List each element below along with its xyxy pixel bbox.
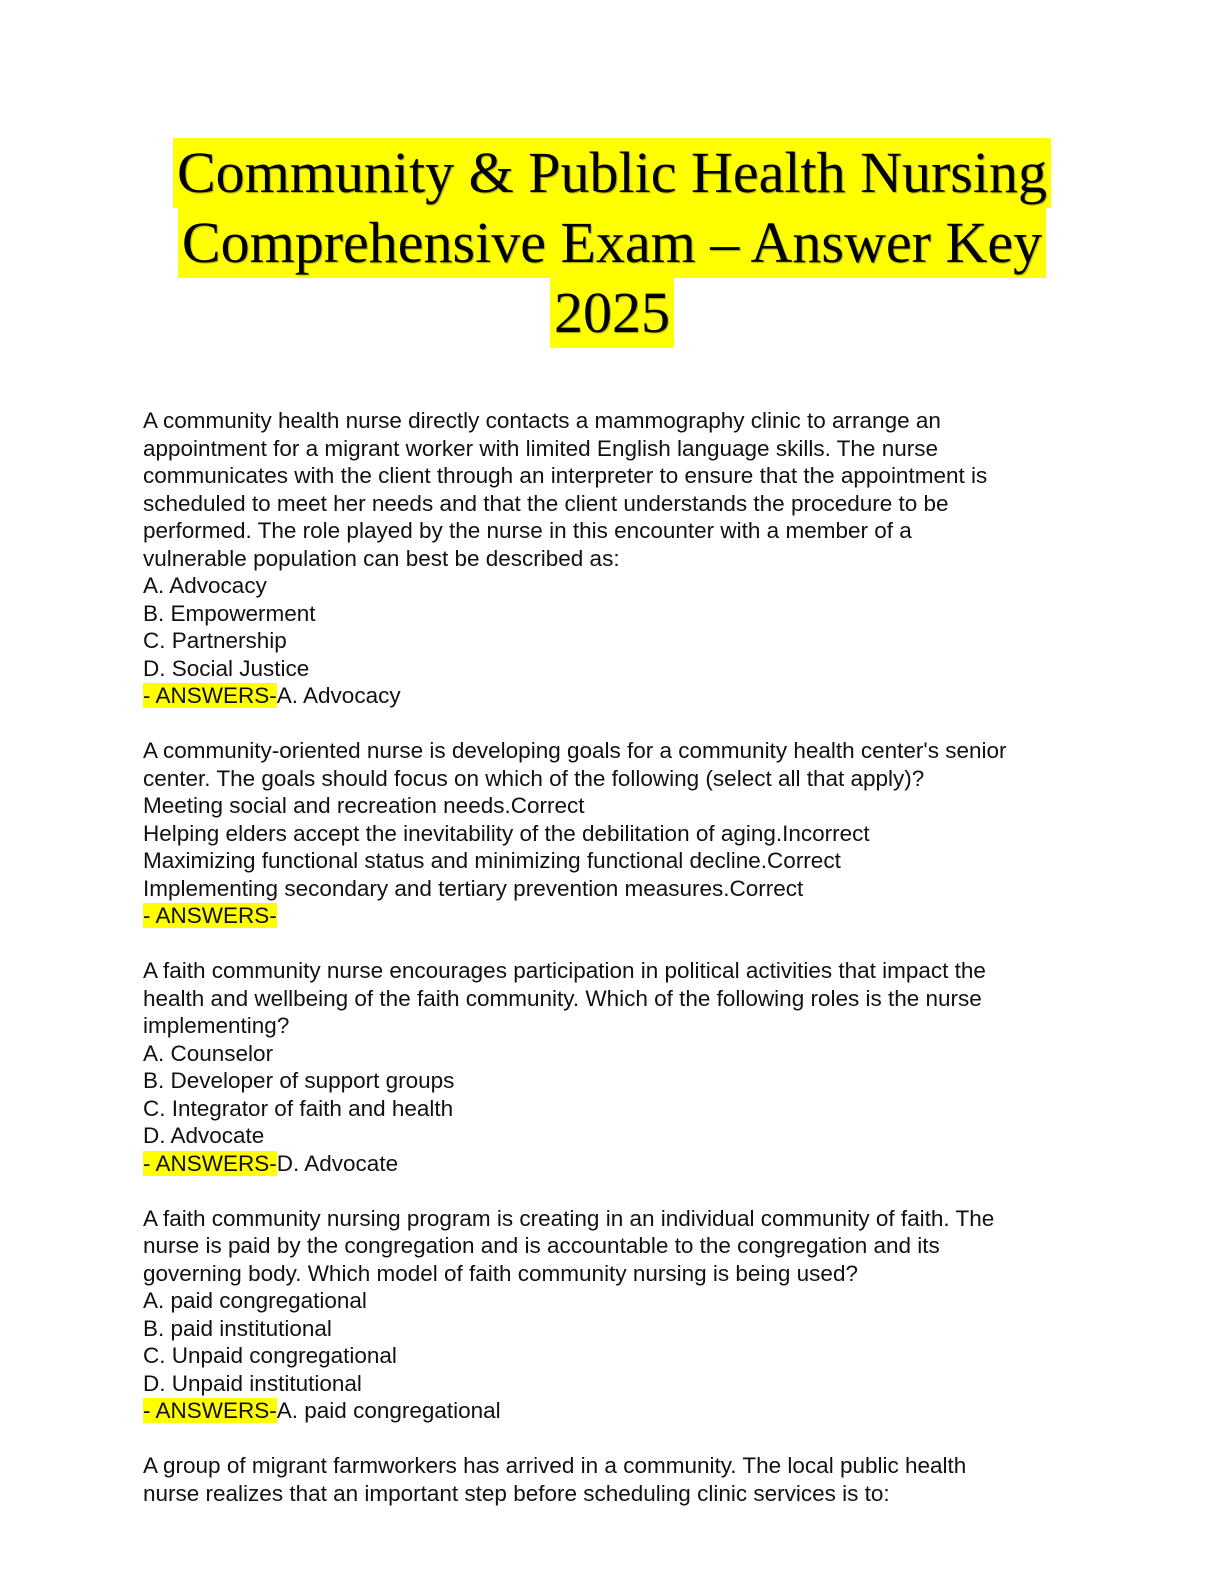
document-title: [0, 138, 1224, 348]
answer-text: A. paid congregational: [276, 1398, 501, 1423]
question-line: appointment for a migrant worker with limited English language skills. The nurse: [143, 435, 938, 461]
answer-line: [143, 902, 1063, 930]
question-line: performed. The role played by the nurse in this encounter with a member of a: [143, 518, 912, 543]
answer-text: D. Advocate: [276, 1150, 399, 1176]
answer-marker: - ANSWERS-: [143, 903, 277, 928]
answer-line: [143, 682, 1063, 710]
title-line-3: 2025: [550, 278, 674, 348]
answer-marker: - ANSWERS-: [143, 1150, 277, 1176]
option-line: D. Unpaid institutional: [143, 1370, 362, 1396]
answer-line: [143, 1150, 1063, 1178]
question-line: A group of migrant farmworkers has arrived in a community. The local public health: [143, 1453, 967, 1478]
question-line: A community health nurse directly contacts a mammography clinic to arrange an: [143, 408, 941, 433]
option-line: B. paid institutional: [143, 1315, 332, 1341]
question-line: scheduled to meet her needs and that the client understands the procedure to be: [143, 490, 949, 516]
answer-marker: - ANSWERS-: [143, 1398, 277, 1423]
question-line: A community-oriented nurse is developing goals for a community health center's senior: [143, 738, 1007, 763]
option-line: C. Unpaid congregational: [143, 1343, 397, 1368]
question-line: vulnerable population can best be described as:: [143, 545, 620, 571]
title-line-2: Comprehensive Exam – Answer Key: [178, 208, 1046, 278]
answer-line: [143, 1397, 1063, 1425]
question-block: [143, 737, 1063, 930]
question-line: nurse realizes that an important step before scheduling clinic services is to:: [143, 1480, 890, 1506]
option-line: A. Counselor: [143, 1040, 274, 1066]
option-line: C. Integrator of faith and health: [143, 1095, 454, 1121]
question-block: [143, 957, 1063, 1177]
question-line: governing body. Which model of faith community nursing is being used?: [143, 1260, 858, 1286]
answer-text: A. Advocacy: [276, 683, 401, 708]
option-line: Implementing secondary and tertiary prevention measures.Correct: [143, 875, 804, 901]
question-block: [143, 1452, 1063, 1507]
question-line: A faith community nursing program is creating in an individual community of faith. The: [143, 1205, 995, 1231]
question-block: [143, 1205, 1063, 1425]
answer-marker: - ANSWERS-: [143, 683, 277, 708]
option-line: Maximizing functional status and minimizing functional decline.Correct: [143, 848, 841, 873]
title-line-1: Community & Public Health Nursing: [173, 138, 1051, 208]
question-line: nurse is paid by the congregation and is accountable to the congregation and its: [143, 1233, 940, 1258]
option-line: Helping elders accept the inevitability of the debilitation of aging.Incorrect: [143, 820, 870, 846]
question-line: center. The goals should focus on which of the following (select all that apply)?: [143, 765, 925, 791]
option-line: B. Empowerment: [143, 600, 316, 626]
question-line: communicates with the client through an interpreter to ensure that the appointment is: [143, 463, 988, 488]
question-line: implementing?: [143, 1013, 290, 1038]
option-line: Meeting social and recreation needs.Correct: [143, 793, 585, 818]
option-line: A. Advocacy: [143, 573, 267, 598]
option-line: B. Developer of support groups: [143, 1068, 455, 1093]
option-line: D. Social Justice: [143, 655, 310, 681]
question-line: health and wellbeing of the faith community. Which of the following roles is the nurse: [143, 985, 982, 1011]
question-list: [143, 407, 1063, 1535]
question-line: A faith community nurse encourages participation in political activities that impact the: [143, 958, 986, 983]
option-line: D. Advocate: [143, 1123, 265, 1148]
question-block: [143, 407, 1063, 710]
option-line: A. paid congregational: [143, 1288, 367, 1313]
option-line: C. Partnership: [143, 628, 287, 653]
